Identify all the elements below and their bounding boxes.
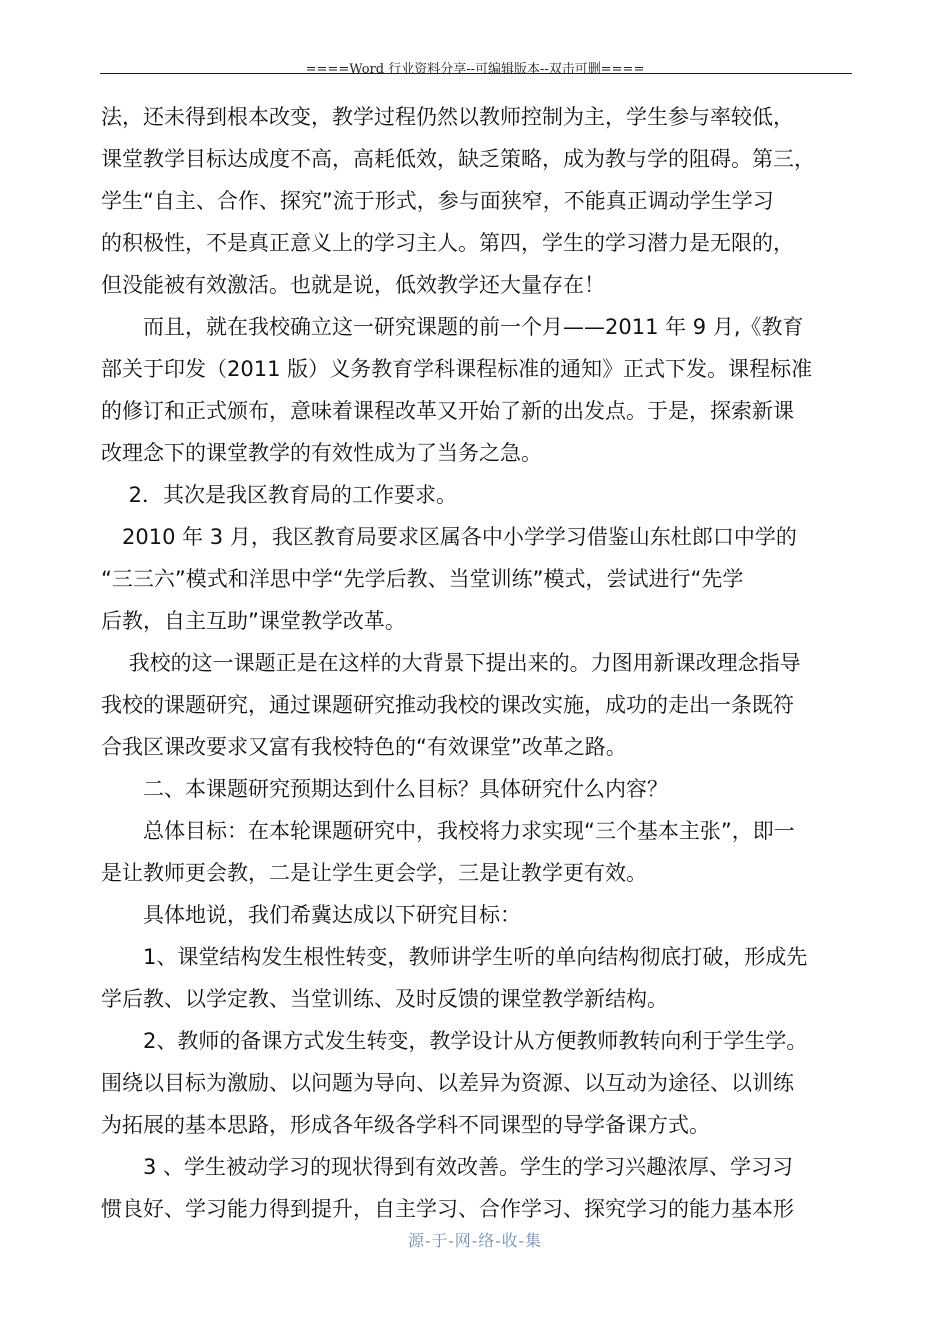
text-line: 二、本课题研究预期达到什么目标？具体研究什么内容？ <box>101 777 668 801</box>
text-line: 为拓展的基本思路，形成各年级各学科不同课型的导学备课方式。 <box>101 1113 710 1137</box>
text-line: 但没能被有效激活。也就是说，低效教学还大量存在！ <box>101 273 605 297</box>
page-header: ====Word 行业资料分享--可编辑版本--双击可删==== <box>305 62 645 77</box>
text-line: 具体地说，我们希冀达成以下研究目标： <box>101 903 521 927</box>
text-line: 合我区课改要求又富有我校特色的“有效课堂”改革之路。 <box>101 735 627 759</box>
text-line: 1、课堂结构发生根性转变，教师讲学生听的单向结构彻底打破，形成先 <box>101 945 808 969</box>
text-line: 的积极性，不是真正意义上的学习主人。第四，学生的学习潜力是无限的， <box>101 231 794 255</box>
text-line: 的修订和正式颁布，意味着课程改革又开始了新的出发点。于是，探索新课 <box>101 399 794 423</box>
header-rule <box>100 73 852 74</box>
text-line: 2．其次是我区教育局的工作要求。 <box>101 483 458 507</box>
text-line: 总体目标：在本轮课题研究中，我校将力求实现“三个基本主张”，即一 <box>101 819 795 843</box>
text-line: 惯良好、学习能力得到提升，自主学习、合作学习、探究学习的能力基本形 <box>101 1197 794 1221</box>
text-line: 后教，自主互助”课堂教学改革。 <box>101 609 406 633</box>
text-line: 学生“自主、合作、探究”流于形式，参与面狭窄，不能真正调动学生学习 <box>101 189 774 213</box>
text-line: “三三六”模式和洋思中学“先学后教、当堂训练”模式，尝试进行“先学 <box>101 567 744 591</box>
text-line: 而且，就在我校确立这一研究课题的前一个月——2011 年 9 月,《教育 <box>101 315 804 339</box>
text-line: 学后教、以学定教、当堂训练、及时反馈的课堂教学新结构。 <box>101 987 668 1011</box>
text-line: 我校的课题研究，通过课题研究推动我校的课改实施，成功的走出一条既符 <box>101 693 794 717</box>
document-body <box>101 96 853 1230</box>
text-line: 2、教师的备课方式发生转变，教学设计从方便教师教转向利于学生学。 <box>101 1029 808 1053</box>
text-line: 围绕以目标为激励、以问题为导向、以差异为资源、以互动为途径、以训练 <box>101 1071 794 1095</box>
text-line: 是让教师更会教，二是让学生更会学，三是让教学更有效。 <box>101 861 647 885</box>
text-line: 3 、学生被动学习的现状得到有效改善。学生的学习兴趣浓厚、学习习 <box>101 1155 794 1179</box>
text-line: 改理念下的课堂教学的有效性成为了当务之急。 <box>101 441 542 465</box>
page-footer: 源-于-网-络-收-集 <box>407 1231 543 1250</box>
text-line: 2010 年 3 月，我区教育局要求区属各中小学学习借鉴山东杜郎口中学的 <box>101 525 797 549</box>
text-line: 法，还未得到根本改变，教学过程仍然以教师控制为主，学生参与率较低， <box>101 105 794 129</box>
text-line: 课堂教学目标达成度不高，高耗低效，缺乏策略，成为教与学的阻碍。第三， <box>101 147 815 171</box>
text-line: 我校的这一课题正是在这样的大背景下提出来的。力图用新课改理念指导 <box>101 651 801 675</box>
text-line: 部关于印发（2011 版）义务教育学科课程标准的通知》正式下发。课程标准 <box>101 357 813 381</box>
